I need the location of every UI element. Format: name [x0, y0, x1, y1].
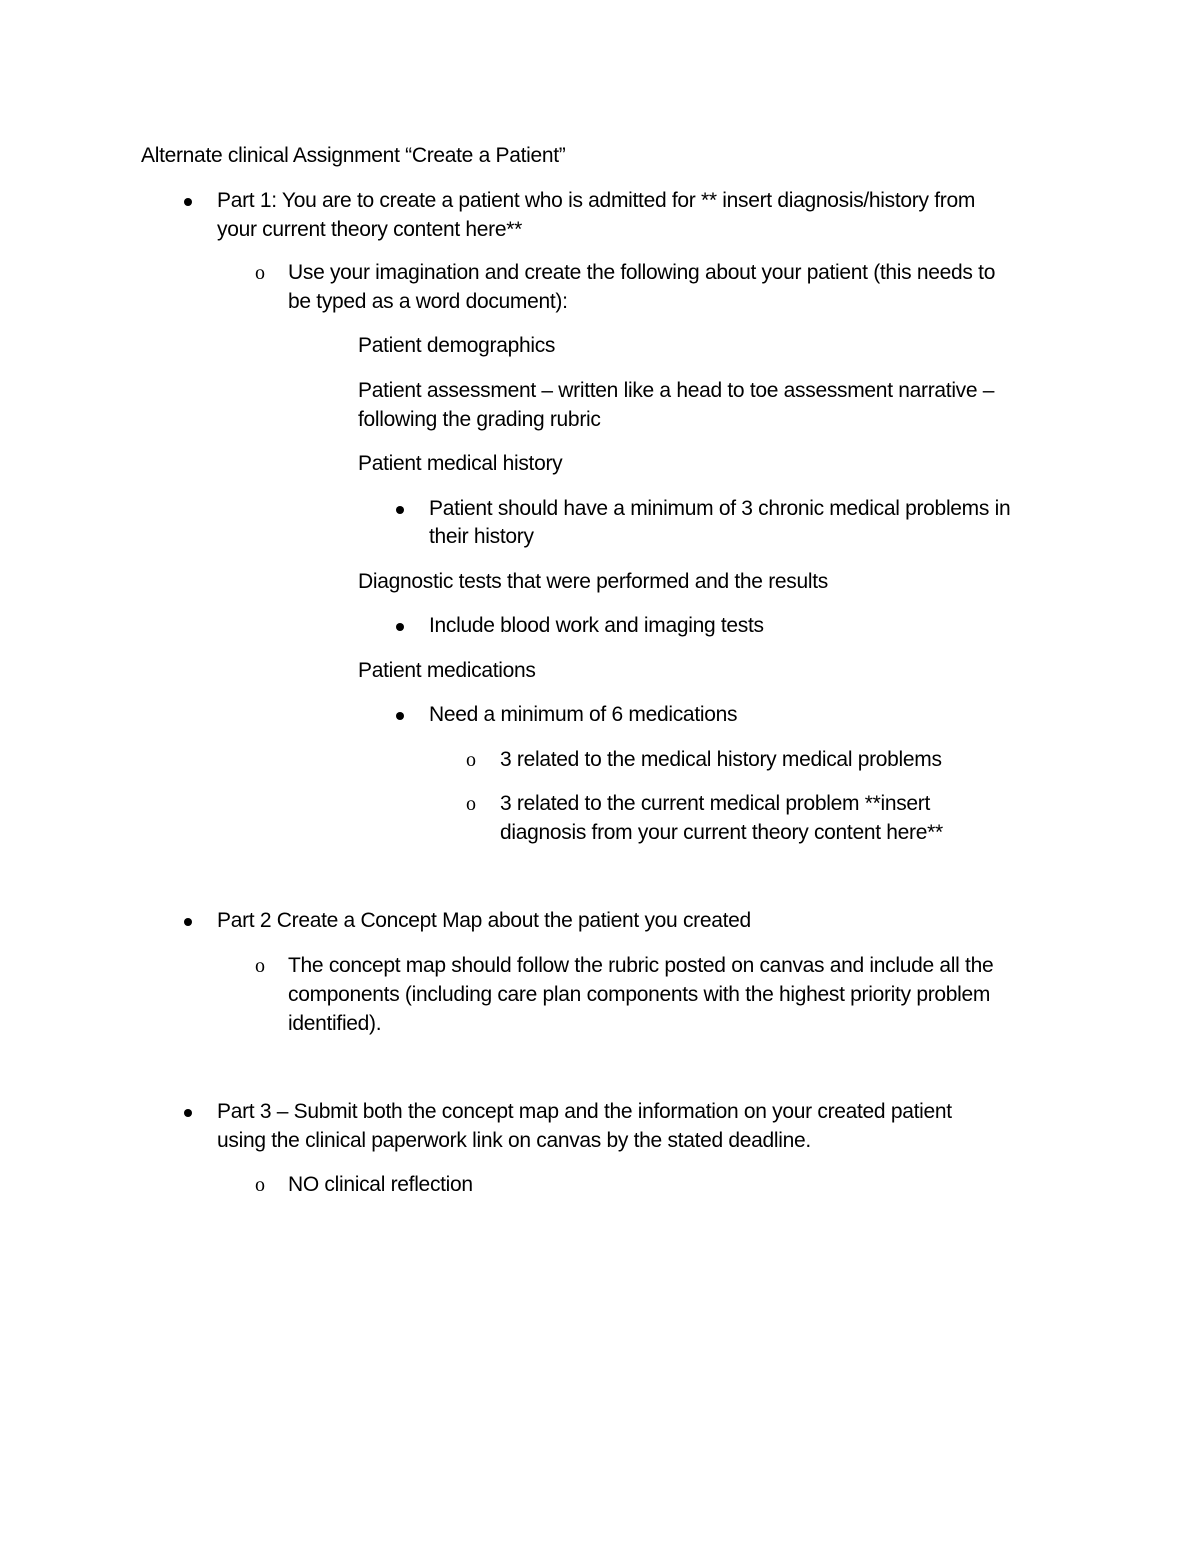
- patient-assessment-line2: following the grading rubric: [358, 408, 601, 431]
- sub-bullet-icon: o: [255, 1174, 265, 1196]
- part2-sub-line3: identified).: [288, 1012, 382, 1035]
- part2-sub-line1: The concept map should follow the rubric posted on canvas and include all the: [288, 954, 994, 977]
- part2-line1: Part 2 Create a Concept Map about the patient you created: [217, 909, 751, 932]
- patient-medications: Patient medications: [358, 659, 536, 682]
- part3-line1: Part 3 – Submit both the concept map and the information on your created patient: [217, 1100, 952, 1123]
- part1-line2: your current theory content here**: [217, 218, 522, 241]
- diagnostic-tests: Diagnostic tests that were performed and the results: [358, 570, 828, 593]
- med-sub-item-2-line2: diagnosis from your current theory content here**: [500, 821, 943, 844]
- sub-bullet-icon: o: [466, 793, 476, 815]
- medications-bullet: Need a minimum of 6 medications: [429, 703, 738, 726]
- document-title: Alternate clinical Assignment “Create a Patient”: [141, 144, 566, 167]
- part3-line2: using the clinical paperwork link on canvas by the stated deadline.: [217, 1129, 811, 1152]
- sub-bullet-icon: o: [255, 262, 265, 284]
- med-sub-item-1: 3 related to the medical history medical problems: [500, 748, 942, 771]
- part2-sub-line2: components (including care plan components with the highest priority problem: [288, 983, 991, 1006]
- part3-sub-line1: NO clinical reflection: [288, 1173, 473, 1196]
- med-sub-item-2-line1: 3 related to the current medical problem **insert: [500, 792, 931, 815]
- part1-line1: Part 1: You are to create a patient who is admitted for ** insert diagnosis/history from: [217, 189, 976, 212]
- bullet-icon: [184, 1109, 192, 1117]
- diagnostics-bullet: Include blood work and imaging tests: [429, 614, 764, 637]
- bullet-icon: [184, 918, 192, 926]
- bullet-icon: [184, 198, 192, 206]
- sub-bullet-icon: o: [255, 955, 265, 977]
- bullet-icon: [396, 506, 404, 514]
- patient-assessment-line1: Patient assessment – written like a head to toe assessment narrative –: [358, 379, 995, 402]
- part1-sub-line1: Use your imagination and create the following about your patient (this needs to: [288, 261, 996, 284]
- bullet-icon: [396, 712, 404, 720]
- patient-demographics: Patient demographics: [358, 334, 556, 357]
- patient-medical-history: Patient medical history: [358, 452, 563, 475]
- bullet-icon: [396, 623, 404, 631]
- history-bullet-line1: Patient should have a minimum of 3 chronic medical problems in: [429, 497, 1011, 520]
- part1-sub-line2: be typed as a word document):: [288, 290, 568, 313]
- history-bullet-line2: their history: [429, 525, 534, 548]
- sub-bullet-icon: o: [466, 749, 476, 771]
